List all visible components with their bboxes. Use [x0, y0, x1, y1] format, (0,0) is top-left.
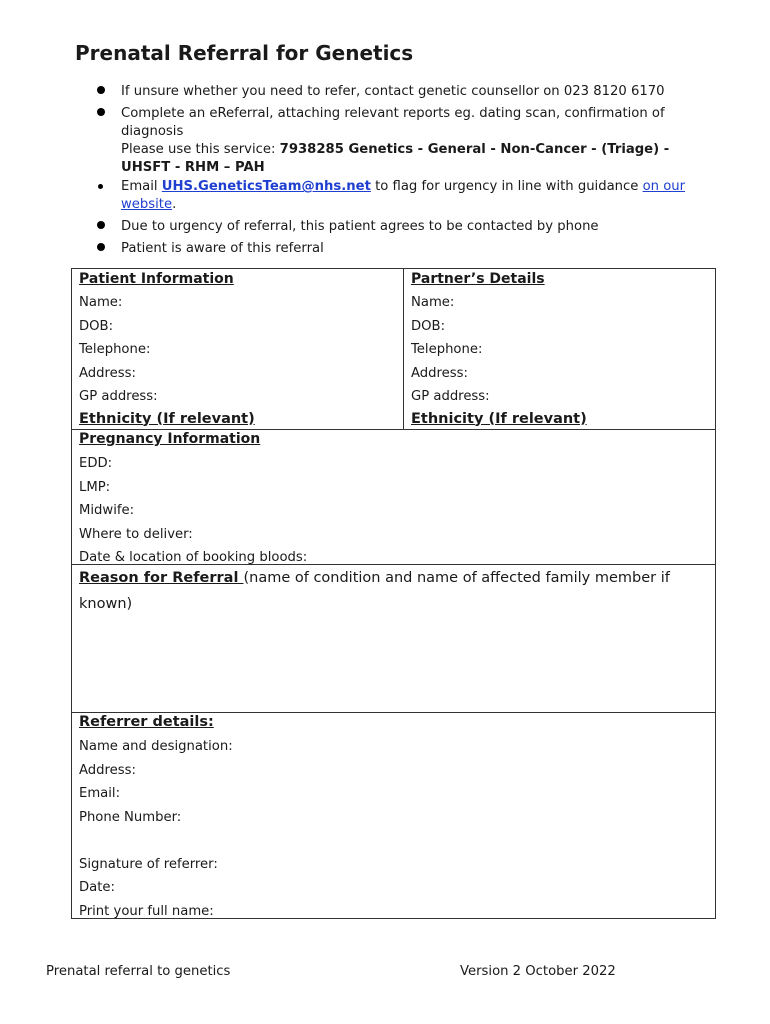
partner-details-column [404, 269, 715, 429]
website-link[interactable]: on our website [121, 179, 686, 212]
reason-heading: Reason for Referral [79, 570, 244, 586]
list-item [96, 178, 721, 214]
list-item [96, 105, 721, 177]
midwife-field[interactable]: Midwife: [79, 503, 135, 518]
instruction-text: Complete an eReferral, attaching relevant reports eg. dating scan, confirmation of diagnosis [121, 106, 665, 139]
delivery-location-field[interactable]: Where to deliver: [79, 526, 193, 542]
pregnancy-info-section [72, 430, 715, 565]
booking-bloods-field[interactable]: Date & location of booking bloods: [79, 550, 308, 565]
partner-address-field[interactable]: Address: [411, 365, 468, 381]
referrer-email-field[interactable]: Email: [79, 786, 121, 801]
patient-gp-field[interactable]: GP address: [79, 389, 158, 404]
footer-document-name: Prenatal referral to genetics [46, 964, 231, 979]
referrer-heading: Referrer details: [79, 714, 214, 730]
referrer-details-section [72, 713, 715, 918]
list-item [96, 240, 721, 258]
instruction-text: Patient is aware of this referral [121, 241, 324, 256]
bullet-icon [97, 243, 105, 251]
referrer-print-name-field[interactable]: Print your full name: [79, 903, 214, 919]
partner-ethnicity-field[interactable]: Ethnicity (If relevant) [411, 410, 587, 427]
referrer-name-field[interactable]: Name and designation: [79, 739, 233, 754]
bullet-icon [97, 221, 105, 229]
partner-dob-field[interactable]: DOB: [411, 318, 446, 334]
footer-version: Version 2 October 2022 [460, 964, 616, 979]
lmp-field[interactable]: LMP: [79, 479, 111, 495]
spacer [79, 829, 708, 853]
referral-form-table [71, 268, 716, 919]
pregnancy-info-heading: Pregnancy Information [79, 431, 261, 447]
service-intro: Please use this service: [121, 142, 280, 157]
instruction-text: Email [121, 179, 162, 194]
patient-ethnicity-field[interactable]: Ethnicity (If relevant) [79, 410, 255, 427]
partner-telephone-field[interactable]: Telephone: [411, 342, 483, 357]
referrer-signature-field[interactable]: Signature of referrer: [79, 856, 218, 872]
patient-telephone-field[interactable]: Telephone: [79, 342, 151, 357]
bullet-icon [97, 86, 105, 94]
patient-info-column [72, 269, 404, 429]
instruction-text: to flag for urgency in line with guidance [370, 179, 643, 194]
partner-name-field[interactable]: Name: [411, 295, 455, 310]
patient-name-field[interactable]: Name: [79, 295, 123, 310]
bullet-icon [97, 108, 105, 116]
email-link[interactable]: UHS.GeneticsTeam@nhs.net [161, 179, 371, 194]
instruction-text: . [172, 197, 177, 212]
referrer-phone-field[interactable]: Phone Number: [79, 809, 182, 825]
bullet-icon [98, 184, 103, 189]
list-item [96, 83, 721, 101]
reason-for-referral-section[interactable] [72, 565, 715, 713]
referrer-date-field[interactable]: Date: [79, 880, 115, 895]
list-item [96, 218, 721, 236]
page-title: Prenatal Referral for Genetics [75, 41, 414, 65]
patient-address-field[interactable]: Address: [79, 365, 136, 381]
edd-field[interactable]: EDD: [79, 456, 113, 471]
instruction-text: If unsure whether you need to refer, contact genetic counsellor on 023 8120 6170 [121, 84, 665, 99]
instructions-list [96, 83, 721, 258]
instruction-text: Due to urgency of referral, this patient agrees to be contacted by phone [121, 219, 599, 234]
reason-note: (name of condition and name of affected family member if known) [79, 570, 670, 612]
patient-dob-field[interactable]: DOB: [79, 318, 114, 334]
referrer-address-field[interactable]: Address: [79, 762, 136, 778]
patient-partner-section [72, 269, 715, 430]
partner-details-heading: Partner’s Details [411, 271, 545, 287]
partner-gp-field[interactable]: GP address: [411, 389, 490, 404]
service-name: 7938285 Genetics - General - Non-Cancer - (Triage) - UHSFT - RHM – PAH [121, 142, 670, 175]
patient-info-heading: Patient Information [79, 271, 234, 287]
